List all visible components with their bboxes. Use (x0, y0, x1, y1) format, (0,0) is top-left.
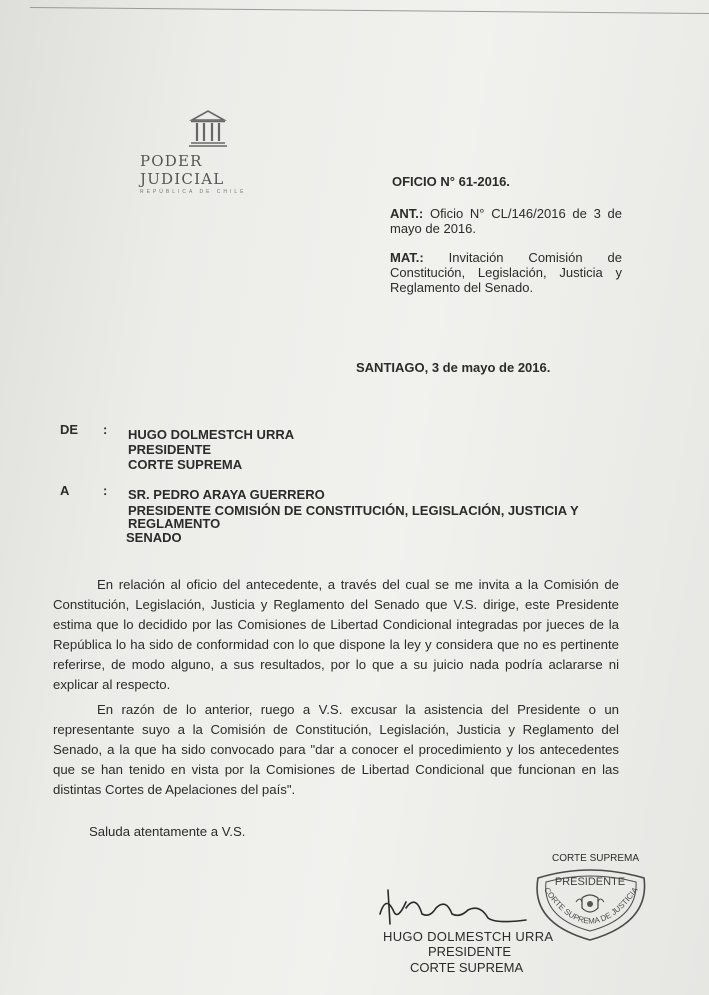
from-line-1: HUGO DOLMESTCH URRA (128, 427, 295, 442)
from-line-2: PRESIDENTE (128, 442, 212, 457)
mat-line-1 (390, 250, 622, 265)
signature-name: HUGO DOLMESTCH URRA (383, 929, 554, 944)
to-line-2: PRESIDENTE COMISIÓN DE CONSTITUCIÓN, LEGISLACIÓN, JUSTICIA Y (128, 503, 579, 518)
mat-label: MAT.: (390, 250, 424, 265)
from-line-3: CORTE SUPREMA (128, 457, 243, 472)
from-label: DE (60, 422, 79, 437)
handwritten-signature (376, 884, 536, 934)
from-separator: : (103, 422, 108, 437)
ant-line-2: mayo de 2016. (390, 221, 477, 236)
ant-block (390, 206, 622, 236)
to-line-4: SENADO (126, 530, 182, 545)
paragraph-1: En relación al oficio del antecedente, a través del cual se me invita a la Comisión de Constitución, Legislación, Justicia y Reglamento del Senado que V.S. dirige, este Presidente estima que lo decidido por las Comisiones de Libertad Condicional integradas por jueces de la República lo ha sido de conformidad con lo que dispone la ley y considera que no es pertinente referirse, de modo alguno, a sus resultados, por lo que a su juicio nada podría aclararse ni explicar al respecto. (53, 577, 619, 692)
to-line-1: SR. PEDRO ARAYA GUERRERO (128, 487, 325, 502)
poder-judicial-logo (140, 108, 280, 195)
stamp-ring-text: CORTE SUPREMA DE JUSTICIA (542, 885, 640, 926)
signature-title: PRESIDENTE (428, 944, 512, 959)
ant-text: Oficio N° CL/146/2016 de 3 de (429, 206, 622, 221)
stamp-center-text: PRESIDENTE (554, 876, 626, 888)
mat-text: Invitación Comisión de (448, 250, 622, 265)
coat-of-arms-icon (576, 895, 604, 912)
mat-block (390, 250, 622, 295)
to-line-3: REGLAMENTO (128, 516, 221, 531)
to-label: A (60, 483, 70, 498)
to-separator: : (103, 483, 108, 498)
courthouse-icon (188, 108, 228, 148)
page-edge-line (30, 7, 709, 14)
mat-line-2: Constitución, Legislación, Justicia y (390, 265, 622, 280)
ant-label: ANT.: (390, 206, 424, 221)
letter-body (53, 575, 619, 800)
closing-line: Saluda atentamente a V.S. (89, 824, 246, 839)
mat-line-3: Reglamento del Senado. (390, 280, 534, 295)
signature-institution: CORTE SUPREMA (410, 960, 524, 975)
logo-name: PODER JUDICIAL (140, 152, 225, 188)
ant-line-1 (390, 206, 622, 221)
logo-subtitle: REPÚBLICA DE CHILE (140, 189, 247, 195)
paragraph-2: En razón de lo anterior, ruego a V.S. excusar la asistencia del Presidente o un representante suyo a la Comisión de Constitución, Legislación, Justicia y Reglamento del Senado, a la que ha sido convocado para "dar a conocer el procedimiento y los antecedentes que se han tenido en vista por la Comisiones de Libertad Condicional que funcionan en las distintas Cortes de Apelaciones del país". (53, 702, 619, 797)
oficio-number: OFICIO N° 61-2016. (392, 174, 510, 189)
document-date: SANTIAGO, 3 de mayo de 2016. (356, 360, 551, 375)
stamp-top-label: CORTE SUPREMA (552, 853, 640, 864)
